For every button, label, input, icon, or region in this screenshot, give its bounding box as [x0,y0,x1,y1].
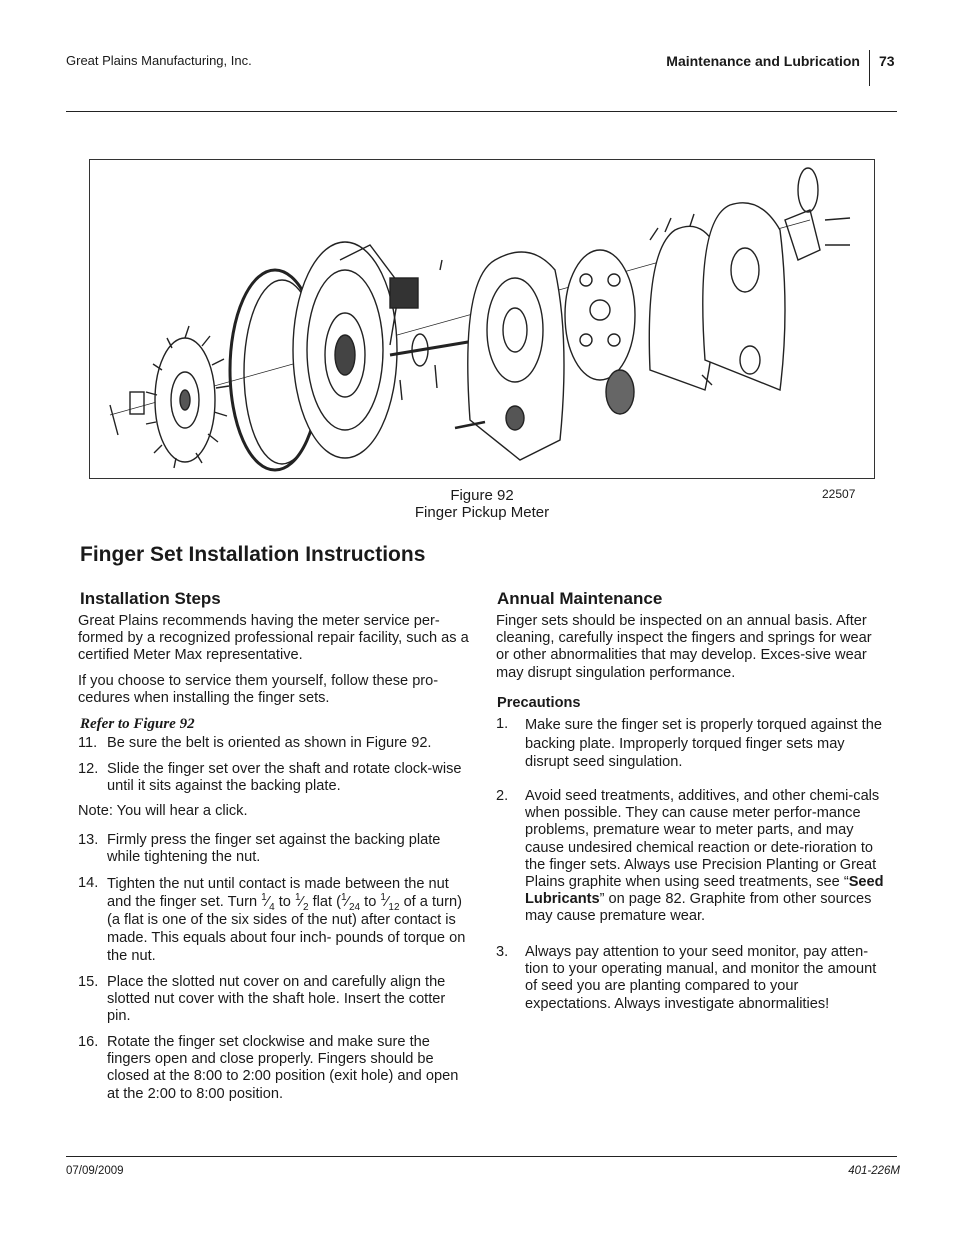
list-item [78,761,470,795]
backing-plate-drawing [293,242,400,458]
fraction-denominator: 24 [348,901,361,913]
annual-heading: Annual Maintenance [497,589,663,608]
header-rule [66,111,897,112]
step-text: Firmly press the finger set against the backing plate while tightening the nut. [107,832,441,866]
step-text-part: of a turn) (a flat is one of the six sides of the nut) after contact is made. This equals about four inch- pounds of torque on the nut. [107,894,466,964]
item-text-part: Avoid seed treatments, additives, and other chemi-cals when possible. They can cause meter perfor-mance problems, premature wear to meter parts, and may cause undesired chemical reaction or dete-rioration to the finger sets. Always use Precision Planting or Great Plains graphite when using seed treatments, see “ [525,788,880,891]
footer-doc-number: 401-226M [848,1165,900,1177]
item-text: Make sure the finger set is properly torqued against the backing plate. Improperly torqued finger sets may disrupt seed singulation. [525,717,882,770]
housing-drawing [455,252,564,460]
step-text: Place the slotted nut cover on and carefully align the slotted nut cover with the shaft hole. Insert the cotter pin. [107,974,446,1025]
footer-date: 07/09/2009 [66,1165,124,1177]
installation-intro-para: Great Plains recommends having the meter service per-formed by a recognized professional repair facility, such as a certified Meter Max representative. [78,613,469,664]
installation-note: Note: You will hear a click. [78,803,248,819]
step-number: 13. [78,832,99,848]
footer-rule [66,1156,897,1157]
list-item [78,735,470,752]
annual-intro-para: Finger sets should be inspected on an annual basis. After cleaning, carefully inspect the fingers and springs for wear or other abnormalities that may develop. Exces-sive wear may disrupt singulation performance. [496,613,872,681]
item-number: 2. [496,788,509,804]
figure-title: Finger Pickup Meter [414,504,550,521]
seed-lubricants-reference: Seed Lubricants [525,874,884,908]
section-title: Finger Set Installation Instructions [80,543,426,566]
step-text-part: Tighten the nut until contact is made between the nut and the finger set. Turn [107,876,449,910]
page-number: 73 [879,53,895,69]
fraction-denominator: 4 [269,901,275,913]
step-text-part: flat ( [308,894,341,910]
list-item [78,832,470,866]
header-company: Great Plains Manufacturing, Inc. [66,53,252,68]
step-number: 15. [78,974,99,990]
installation-intro [78,613,470,665]
precautions-list [496,716,888,1016]
fraction-numerator: 1 [294,892,301,904]
installation-heading: Installation Steps [80,589,221,608]
item-text-part: ” on page 82. Graphite from other sources may cause premature wear. [525,891,872,925]
shaft-drawing [390,260,480,400]
step-text: Be sure the belt is oriented as shown in Figure 92. [107,735,432,751]
installation-steps-list [78,735,470,1115]
fraction-numerator: 1 [380,892,386,904]
item-number: 3. [496,944,509,960]
header-divider [869,50,870,86]
step-text-part: to [274,894,295,910]
installation-intro2 [78,673,470,707]
list-item [78,875,470,965]
list-item [496,944,888,1013]
fraction-numerator: 1 [340,892,347,904]
step-text-part: to [360,894,381,910]
step-text: Tighten the nut until contact is made between the nut and the finger set. Turn $^1⁄_4$ to $^1⁄_2$ flat ($^1⁄_{24}$ to $^1⁄_{12}$ of a turn) (a flat is one of the six sides of the nut) after contact is made. This equals about four inch- pounds of torque on the nut. [107,876,466,964]
list-item [496,788,888,926]
step-number: 11. [78,735,98,751]
finger-pickup-meter-illustration [90,160,874,478]
header-section: Maintenance and Lubrication [666,53,860,69]
fraction-denominator: 12 [388,901,400,913]
fraction-numerator: 1 [261,892,267,904]
annual-intro [496,613,888,682]
figure-reference: Refer to Figure 92 [80,716,195,732]
precautions-heading: Precautions [497,695,581,711]
item-text [525,788,888,926]
figure-part-number: 22507 [822,487,856,501]
step-text: Slide the finger set over the shaft and rotate clock-wise until it sits against the backing plate. [107,761,462,795]
list-item [496,716,888,772]
figure-caption [300,487,664,521]
step-number: 12. [78,761,99,777]
seed-disc-drawing [565,250,635,414]
installation-intro2-para: If you choose to service them yourself, follow these pro-cedures when installing the finger sets. [78,673,439,707]
step-number: 16. [78,1034,99,1050]
list-item [78,1034,470,1103]
step-number: 14. [78,875,99,891]
list-item [78,974,470,1026]
step-text: Rotate the finger set clockwise and make sure the fingers open and close properly. Fingers should be closed at the 8:00 to 2:00 position (exit hole) and open at the 2:00 to 8:00 position. [107,1034,459,1102]
back-cover-drawing [703,168,850,390]
fraction-denominator: 2 [302,901,309,913]
finger-set-drawing [110,326,229,468]
item-text: Always pay attention to your seed monitor, pay atten-tion to your operating manual, and monitor the amount of seed you are planting compared to your expectations. Always investigate abnormalities! [525,944,877,1012]
figure-frame [89,159,875,479]
figure-label: Figure 92 [450,487,514,504]
item-number: 1. [496,716,509,732]
